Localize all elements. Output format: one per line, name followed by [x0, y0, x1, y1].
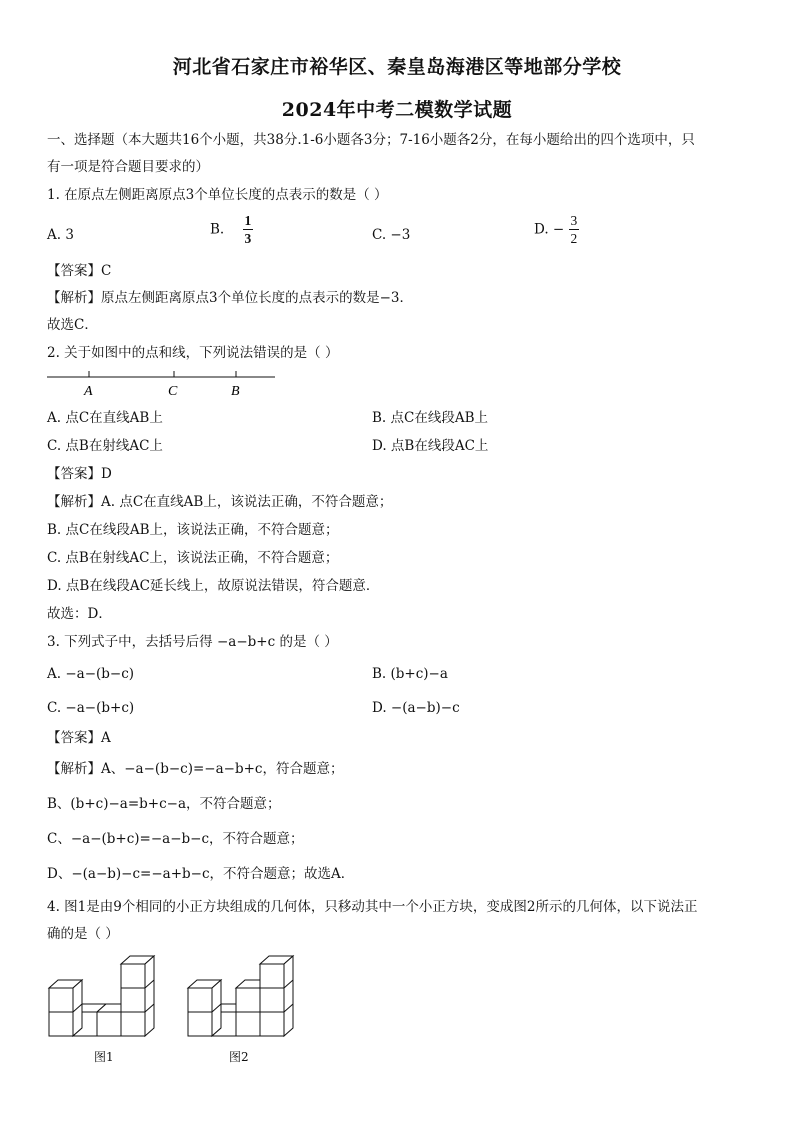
cube-face [188, 988, 212, 1012]
numerator: 1 [244, 213, 252, 228]
q1-option-d-label: D. − [534, 221, 565, 238]
cube-face [260, 1012, 284, 1036]
q1-analysis: 【解析】原点左侧距离原点3个单位长度的点表示的数是−3． [47, 290, 413, 306]
point-c-label: C [168, 384, 178, 399]
q2-line-figure [47, 367, 287, 403]
q2-stem: 2. 关于如图中的点和线，下列说法错误的是（ ） [47, 345, 339, 361]
q3-option-a: A. −a−(b−c) [47, 666, 135, 682]
q3-analysis-2: B、(b+c)−a=b+c−a，不符合题意； [47, 796, 281, 812]
q2-option-c: C. 点B在射线AC上 [47, 438, 163, 454]
cube-face [49, 1012, 73, 1036]
q4-stem-cont: 确的是（ ） [47, 926, 119, 942]
q1-option-b-fraction [243, 212, 254, 247]
cube-side [284, 956, 293, 1036]
q2-analysis-2: B. 点C在线段AB上，该说法正确，不符合题意； [47, 522, 339, 538]
q3-option-c: C. −a−(b+c) [47, 700, 135, 716]
page-subtitle: 2024年中考二模数学试题 [281, 99, 513, 121]
page-title: 河北省石家庄市裕华区、秦皇岛海港区等地部分学校 [172, 56, 622, 78]
q2-option-b: B. 点C在线段AB上 [372, 410, 489, 426]
q2-analysis-3: C. 点B在射线AC上，该说法正确，不符合题意； [47, 550, 339, 566]
q1-option-d [534, 212, 579, 247]
denominator: 3 [244, 231, 252, 246]
cube-face [260, 964, 284, 988]
q2-analysis-1: 【解析】A. 点C在直线AB上，该说法正确，不符合题意； [47, 494, 393, 510]
cube-face [121, 1012, 145, 1036]
q1-option-c: C. −3 [372, 227, 411, 243]
cube-face [260, 988, 284, 1012]
q1-option-d-fraction [569, 212, 580, 247]
q3-answer: 【答案】A [47, 730, 111, 746]
cube-side [145, 956, 154, 1036]
q2-analysis-4: D. 点B在线段AC延长线上，故原说法错误，符合题意． [47, 578, 380, 594]
q4-stem: 4. 图1是由9个相同的小正方块组成的几何体，只移动其中一个小正方块，变成图2所示的几何体，以下说法正 [47, 899, 698, 915]
q3-analysis-4: D、−(a−b)−c=−a+b−c，不符合题意；故选A． [47, 866, 355, 882]
figure-1-cubes [46, 950, 186, 1050]
q2-answer: 【答案】D [47, 466, 112, 482]
q1-option-a: A. 3 [47, 227, 74, 243]
q3-stem: 3. 下列式子中，去括号后得 −a−b+c 的是（ ） [47, 634, 338, 650]
q3-option-d: D. −(a−b)−c [372, 700, 460, 716]
q3-analysis-1: 【解析】A、−a−(b−c)=−a−b+c，符合题意； [47, 761, 344, 777]
figure-2-caption: 图2 [229, 1050, 249, 1064]
q1-conclusion: 故选C． [47, 317, 98, 333]
q3-analysis-3: C、−a−(b+c)=−a−b−c，不符合题意； [47, 831, 304, 847]
q2-option-a: A. 点C在直线AB上 [47, 410, 163, 426]
point-a-label: A [84, 384, 93, 399]
section-heading-cont: 有一项是符合题目要求的） [47, 159, 209, 175]
denominator: 2 [570, 231, 578, 246]
cube-face [121, 964, 145, 988]
q1-option-b-label: B. [210, 221, 225, 238]
q2-conclusion: 故选：D． [47, 606, 112, 622]
q3-option-b: B. (b+c)−a [372, 666, 448, 682]
point-b-label: B [231, 384, 240, 399]
q2-option-d: D. 点B在线段AC上 [372, 438, 489, 454]
cube-face [97, 1012, 121, 1036]
figure-2-cubes [185, 950, 325, 1050]
cube-face [236, 1012, 260, 1036]
figure-1-caption: 图1 [94, 1050, 114, 1064]
section-heading: 一、选择题（本大题共16个小题，共38分.1-6小题各3分；7-16小题各2分，在每小题给出的四个选项中，只 [47, 132, 695, 148]
q1-stem: 1. 在原点左侧距离原点3个单位长度的点表示的数是（ ） [47, 187, 388, 203]
cube-face [121, 988, 145, 1012]
cube-face [49, 988, 73, 1012]
cube-face [236, 988, 260, 1012]
numerator: 3 [570, 213, 578, 228]
q1-option-b [210, 212, 253, 247]
cube-face [188, 1012, 212, 1036]
q1-answer: 【答案】C [47, 263, 112, 279]
